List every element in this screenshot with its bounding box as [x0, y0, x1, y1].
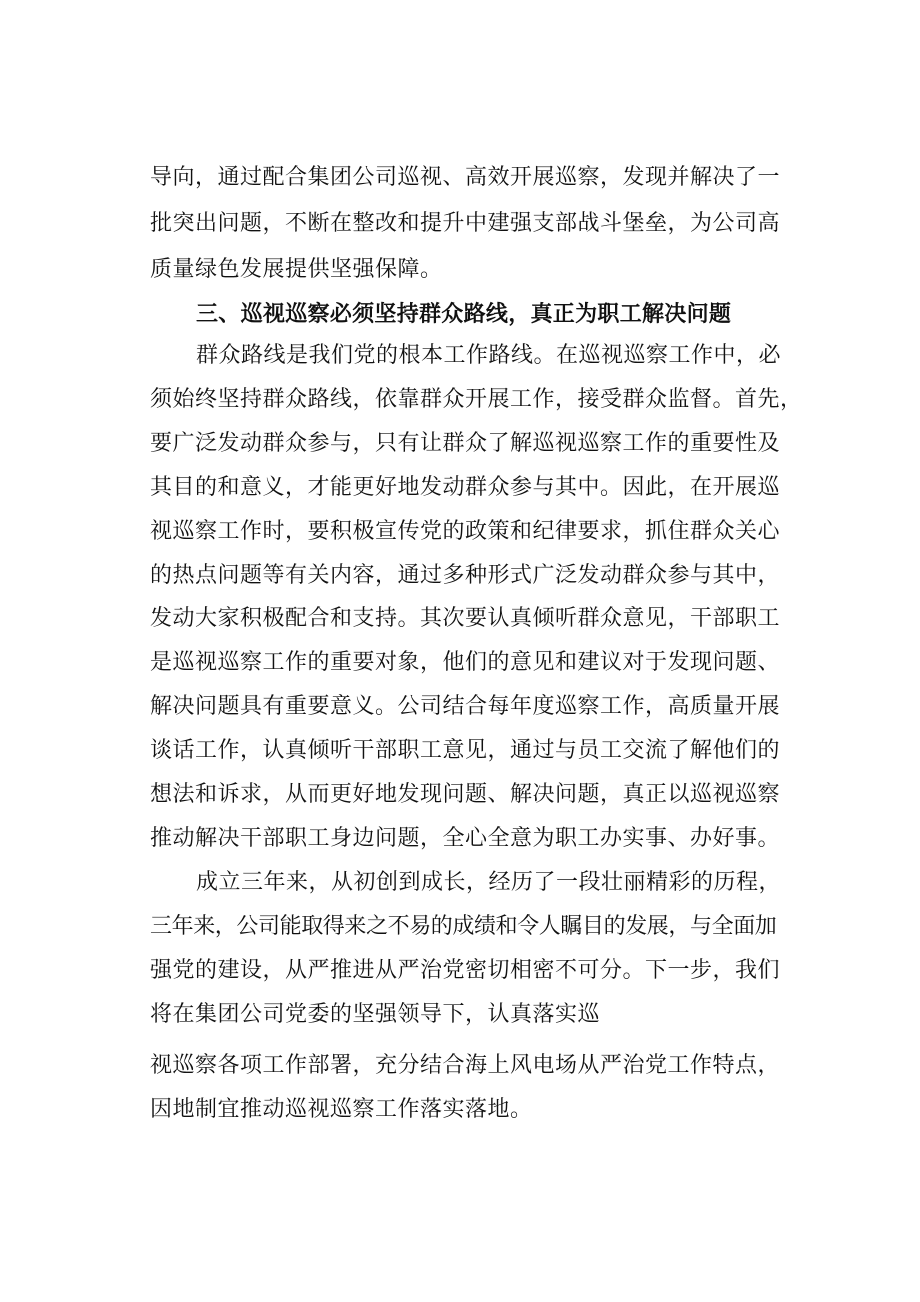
paragraph-line: 的热点问题等有关内容，通过多种形式广泛发动群众参与其中，: [150, 563, 781, 588]
paragraph-line: 须始终坚持群众路线，依靠群众开展工作，接受群众监督。首先，: [150, 387, 803, 412]
paragraph-line: 导向，通过配合集团公司巡视、高效开展巡察，发现并解决了一: [150, 165, 781, 190]
paragraph-line: 其目的和意义，才能更好地发动群众参与其中。因此，在开展巡: [150, 475, 781, 500]
paragraph-line: 视巡察各项工作部署，充分结合海上风电场从严治党工作特点，: [150, 1053, 781, 1078]
paragraph-line: 要广泛发动群众参与，只有让群众了解巡视巡察工作的重要性及: [150, 431, 781, 456]
paragraph-line: 谈话工作，认真倾听干部职工意见，通过与员工交流了解他们的: [150, 738, 781, 763]
paragraph-line: 视巡察工作时，要积极宣传党的政策和纪律要求，抓住群众关心: [150, 519, 781, 544]
paragraph-line: 将在集团公司党委的坚强领导下，认真落实巡: [150, 1002, 601, 1027]
paragraph-line: 解决问题具有重要意义。公司结合每年度巡察工作，高质量开展: [150, 694, 781, 719]
paragraph-line: 三年来，公司能取得来之不易的成绩和令人瞩目的发展，与全面加: [150, 914, 777, 939]
paragraph-line: 批突出问题，不断在整改和提升中建强支部战斗堡垒，为公司高: [150, 211, 781, 236]
paragraph-line: 是巡视巡察工作的重要对象，他们的意见和建议对于发现问题、: [150, 650, 781, 675]
paragraph-line: 成立三年来，从初创到成长，经历了一段壮丽精彩的历程，: [196, 870, 782, 895]
paragraph-line: 群众路线是我们党的根本工作路线。在巡视巡察工作中，必: [196, 343, 782, 368]
paragraph-line: 质量绿色发展提供坚强保障。: [150, 257, 443, 282]
paragraph-line: 强党的建设，从严推进从严治党密切相密不可分。下一步，我们: [150, 958, 781, 983]
paragraph-line: 想法和诉求，从而更好地发现问题、解决问题，真正以巡视巡察: [150, 782, 781, 807]
paragraph-line: 因地制宜推动巡视巡察工作落实落地。: [150, 1097, 533, 1122]
section-heading: 三、巡视巡察必须坚持群众路线，真正为职工解决问题: [196, 302, 732, 327]
paragraph-line: 发动大家积极配合和支持。其次要认真倾听群众意见，干部职工: [150, 606, 781, 631]
paragraph-line: 推动解决干部职工身边问题，全心全意为职工办实事、办好事。: [150, 826, 781, 851]
